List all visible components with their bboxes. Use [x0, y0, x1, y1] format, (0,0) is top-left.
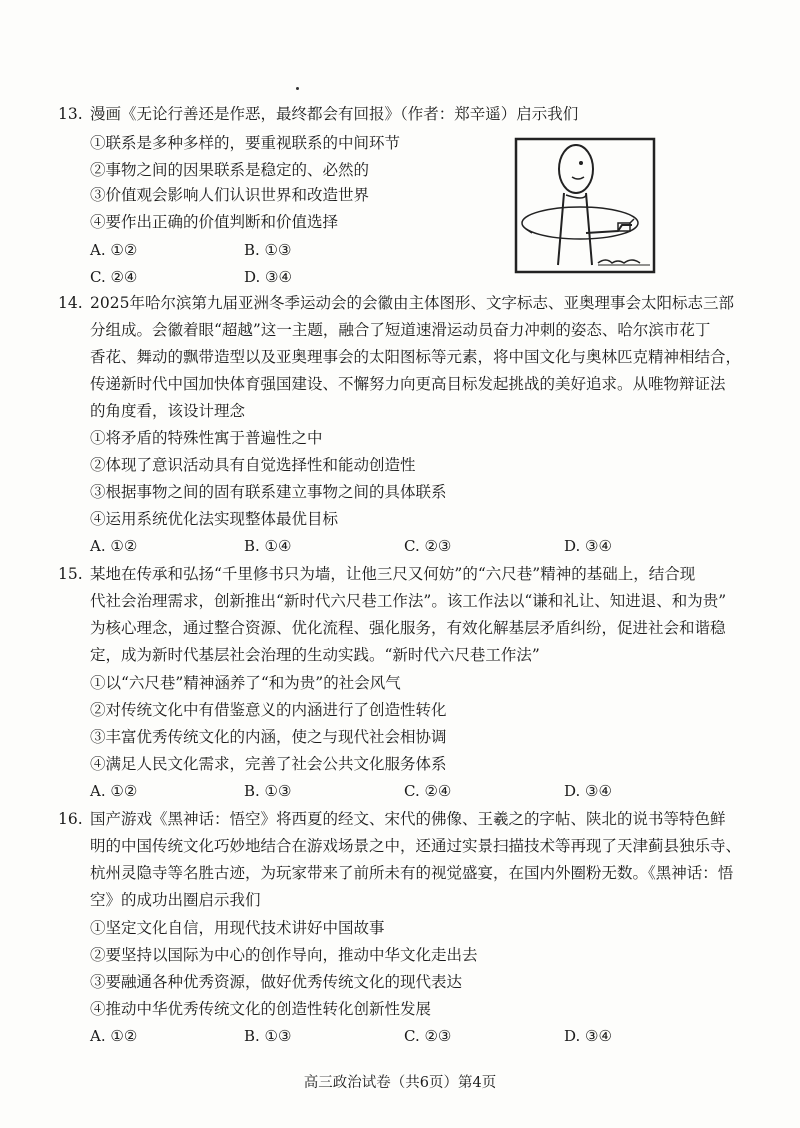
q16-stem-line-4: 空》的成功出圈启示我们	[90, 891, 261, 909]
q16-option-c[interactable]: C. ②③	[404, 1027, 452, 1045]
page-footer: 高三政治试卷（共6页）第4页	[303, 1075, 497, 1091]
q15-item-4: ④满足人民文化需求，完善了社会公共文化服务体系	[90, 755, 447, 773]
q16-option-d[interactable]: D. ③④	[564, 1027, 612, 1045]
q15-stem-line-3: 为核心理念，通过整合资源、优化流程、强化服务，有效化解基层矛盾纠纷，促进社会和谐稳	[90, 619, 726, 637]
q14-item-1: ①将矛盾的特殊性寓于普遍性之中	[90, 429, 323, 447]
q16-number: 16.	[58, 810, 83, 828]
q15-option-b[interactable]: B. ①③	[244, 782, 292, 800]
q13-item-2: ②事物之间的因果联系是稳定的、必然的	[90, 161, 370, 179]
q16-stem-line-3: 杭州灵隐寺等名胜古迹，为玩家带来了前所未有的视觉盛宴，在国内外圈粉无数。《黑神话：悟	[90, 864, 734, 882]
q15-item-3: ③丰富优秀传统文化的内涵，使之与现代社会相协调	[90, 728, 447, 746]
q16-stem-line-1: 国产游戏《黑神话：悟空》将西夏的经文、宋代的佛像、王羲之的字帖、陕北的说书等特色鲜	[90, 810, 726, 828]
q13-item-3: ③价值观会影响人们认识世界和改造世界	[90, 186, 370, 204]
q14-item-4: ④运用系统优化法实现整体最优目标	[90, 510, 339, 528]
q15-stem-line-2: 代社会治理需求，创新推出“新时代六尺巷工作法”。该工作法以“谦和礼让、知进退、和为贵”	[90, 592, 727, 610]
q14-stem-line-5: 的角度看，该设计理念	[90, 402, 246, 420]
q14-option-a[interactable]: A. ①②	[90, 537, 138, 555]
q14-option-c[interactable]: C. ②③	[404, 537, 452, 555]
q13-option-d[interactable]: D. ③④	[244, 268, 292, 286]
q14-number: 14.	[58, 294, 83, 312]
q16-item-4: ④推动中华优秀传统文化的创造性转化创新性发展	[90, 1000, 432, 1018]
q14-item-2: ②体现了意识活动具有自觉选择性和能动创造性	[90, 456, 416, 474]
cartoon-illustration	[514, 137, 656, 274]
q13-option-c[interactable]: C. ②④	[90, 268, 138, 286]
q14-option-d[interactable]: D. ③④	[564, 537, 612, 555]
q13-option-a[interactable]: A. ①②	[90, 241, 138, 259]
q15-item-1: ①以“六尺巷”精神涵养了“和为贵”的社会风气	[90, 674, 401, 692]
q15-number: 15.	[58, 565, 83, 583]
q15-stem-line-1: 某地在传承和弘扬“千里修书只为墙，让他三尺又何妨”的“六尺巷”精神的基础上，结合现	[90, 565, 696, 583]
q16-stem-line-2: 明的中国传统文化巧妙地结合在游戏场景之中，还通过实景扫描技术等再现了天津蓟县独乐寺、	[90, 837, 742, 855]
q16-option-b[interactable]: B. ①③	[244, 1027, 292, 1045]
q15-option-c[interactable]: C. ②④	[404, 782, 452, 800]
q14-item-3: ③根据事物之间的固有联系建立事物之间的具体联系	[90, 483, 447, 501]
q14-stem-line-2: 分组成。会徽着眼“超越”这一主题，融合了短道速滑运动员奋力冲刺的姿态、哈尔滨市花丁	[90, 321, 711, 339]
q14-stem-line-4: 传递新时代中国加快体育强国建设、不懈努力向更高目标发起挑战的美好追求。从唯物辩证法	[90, 375, 726, 393]
q15-stem-line-4: 定，成为新时代基层社会治理的生动实践。“新时代六尺巷工作法”	[90, 646, 540, 664]
q13-option-b[interactable]: B. ①③	[244, 241, 292, 259]
q14-stem-line-3: 香花、舞动的飘带造型以及亚奥理事会的太阳图标等元素，将中国文化与奥林匹克精神相结合，	[90, 348, 742, 366]
q14-stem-line-1: 2025年哈尔滨第九届亚洲冬季运动会的会徽由主体图形、文字标志、亚奥理事会太阳标志三部	[90, 294, 734, 312]
q13-number: 13.	[58, 105, 83, 123]
q16-item-3: ③要融通各种优秀资源，做好优秀传统文化的现代表达	[90, 973, 463, 991]
q15-option-a[interactable]: A. ①②	[90, 782, 138, 800]
q16-option-a[interactable]: A. ①②	[90, 1027, 138, 1045]
q13-item-1: ①联系是多种多样的，要重视联系的中间环节	[90, 134, 401, 152]
scan-speck	[296, 87, 299, 90]
q15-option-d[interactable]: D. ③④	[564, 782, 612, 800]
q14-option-b[interactable]: B. ①④	[244, 537, 292, 555]
q16-item-2: ②要坚持以国际为中心的创作导向，推动中华文化走出去	[90, 946, 478, 964]
q16-item-1: ①坚定文化自信，用现代技术讲好中国故事	[90, 919, 385, 937]
q13-item-4: ④要作出正确的价值判断和价值选择	[90, 213, 339, 231]
q13-stem: 漫画《无论行善还是作恶，最终都会有回报》（作者：郑辛遥）启示我们	[90, 105, 579, 123]
q15-item-2: ②对传统文化中有借鉴意义的内涵进行了创造性转化	[90, 701, 447, 719]
